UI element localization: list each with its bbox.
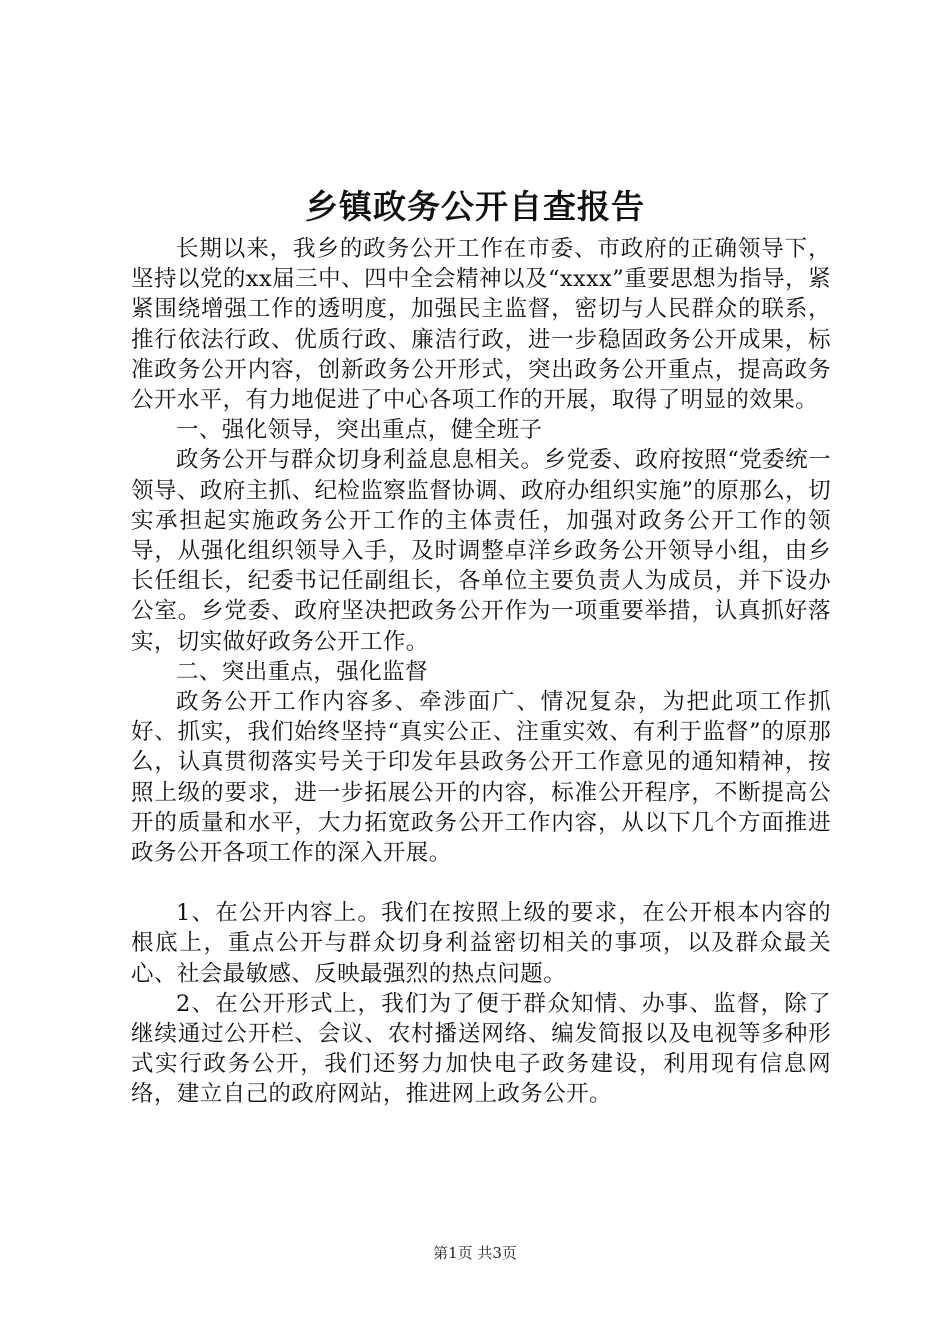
section-heading-1: 一、强化领导，突出重点，健全班子 bbox=[176, 417, 543, 444]
section-2-paragraph: 政务公开工作内容多、牵涉面广、情况复杂，为把此项工作抓好、抓实，我们始终坚持“真实公正、注重实效、有利于监督”的原那么，认真贯彻落实号关于印发年县政务公开工作意见的通知精神，按照上级的要求，进一步拓展公开的内容，标准公开程序，不断提高公开的质量和水平，大力拓宽政务公开工作内容，从以下几个方面推进政务公开各项工作的深入开展。 bbox=[131, 689, 831, 867]
section-1-paragraph: 政务公开与群众切身利益息息相关。乡党委、政府按照“党委统一领导、政府主抓、纪检监察监督协调、政府办组织实施”的原那么，切实承担起实施政务公开工作的主体责任，加强对政务公开工作的领导，从强化组织领导入手，及时调整卓洋乡政务公开领导小组，由乡长任组长，纪委书记任副组长，各单位主要负责人为成员，并下设办公室。乡党委、政府坚决把政务公开作为一项重要举措，认真抓好落实，切实做好政务公开工作。 bbox=[131, 447, 831, 655]
page-footer: 第1页 共3页 bbox=[433, 1244, 517, 1262]
intro-paragraph: 长期以来，我乡的政务公开工作在市委、市政府的正确领导下，坚持以党的xx届三中、四中全会精神以及“xxxx”重要思想为指导，紧紧围绕增强工作的透明度，加强民主监督，密切与人民群众的联系，推行依法行政、优质行政、廉洁行政，进一步稳固政务公开成果，标准政务公开内容，创新政务公开形式，突出政务公开重点，提高政务公开水平，有力地促进了中心各项工作的开展，取得了明显的效果。 bbox=[131, 236, 831, 414]
section-heading-2: 二、突出重点，强化监督 bbox=[176, 658, 428, 685]
document-title: 乡镇政务公开自查报告 bbox=[305, 187, 645, 226]
item-2-paragraph: 2、在公开形式上，我们为了便于群众知情、办事、监督，除了继续通过公开栏、会议、农村播送网络、编发简报以及电视等多种形式实行政务公开，我们还努力加快电子政务建设，利用现有信息网络，建立自己的政府网站，推进网上政务公开。 bbox=[131, 990, 831, 1108]
document-body bbox=[131, 234, 831, 1110]
item-1-paragraph: 1、在公开内容上。我们在按照上级的要求，在公开根本内容的根底上，重点公开与群众切身利益密切相关的事项，以及群众最关心、社会最敏感、反映最强烈的热点问题。 bbox=[131, 900, 831, 987]
paragraph-spacer bbox=[131, 868, 831, 898]
